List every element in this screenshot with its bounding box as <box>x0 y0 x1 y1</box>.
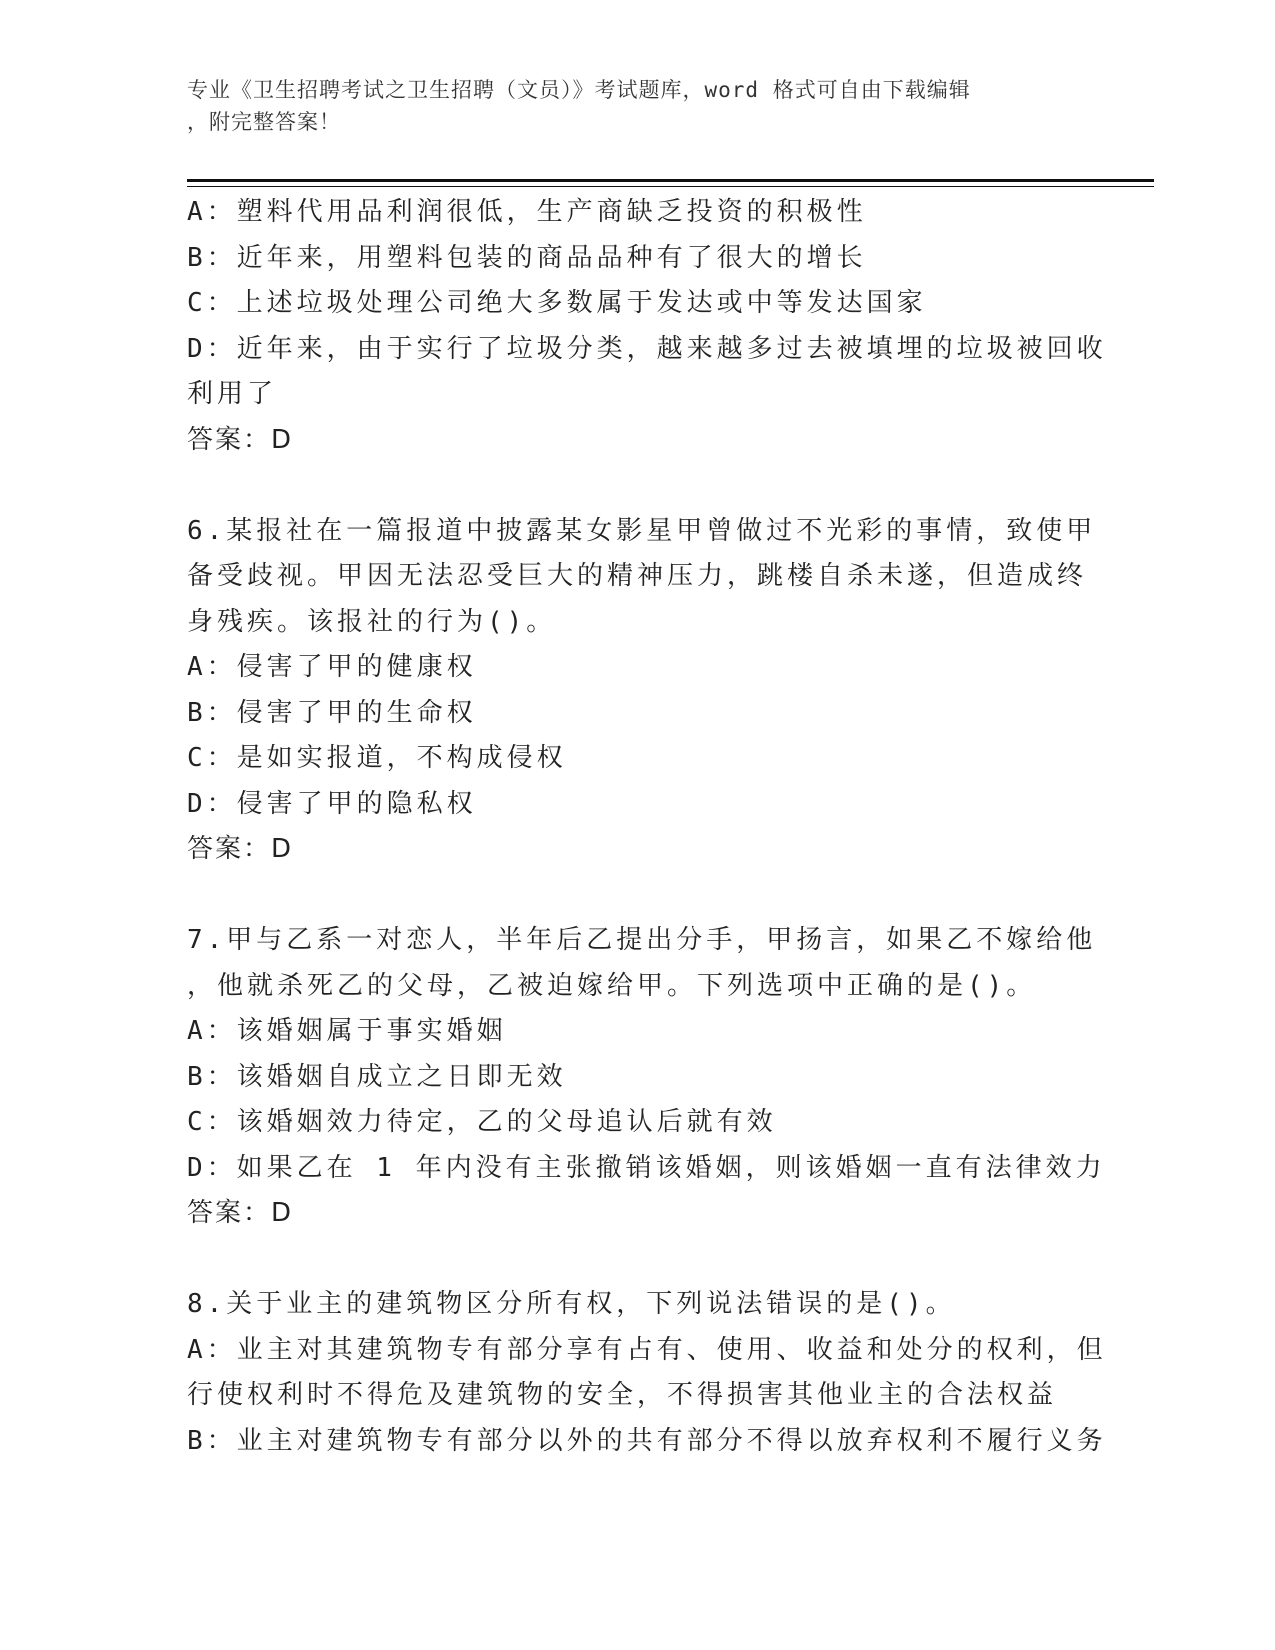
question-5-block <box>187 190 1107 463</box>
option-c: C：是如实报道，不构成侵权 <box>187 743 567 773</box>
option-c: C：上述垃圾处理公司绝大多数属于发达或中等发达国家 <box>187 288 927 318</box>
option-a-continuation: 行使权利时不得危及建筑物的安全，不得损害其他业主的合法权益 <box>187 1380 1058 1410</box>
question-6-block <box>187 509 1097 873</box>
option-b: B：侵害了甲的生命权 <box>187 697 477 728</box>
question-list <box>187 190 1107 1464</box>
question-8-block <box>187 1282 1107 1464</box>
option-a: A：塑料代用品利润很低，生产商缺乏投资的积极性 <box>187 197 867 227</box>
option-a: A：该婚姻属于事实婚姻 <box>187 1016 507 1046</box>
option-d-continuation: 利用了 <box>187 379 278 409</box>
header-title-line-2: ，附完整答案！ <box>187 110 341 134</box>
option-c: C：该婚姻效力待定，乙的父母追认后就有效 <box>187 1107 777 1137</box>
option-b: B：该婚姻自成立之日即无效 <box>187 1061 567 1092</box>
question-stem-line: 身残疾。该报社的行为()。 <box>187 606 557 637</box>
question-stem-line: 7.甲与乙系一对恋人，半年后乙提出分手，甲扬言，如果乙不嫁给他 <box>187 925 1097 955</box>
option-a: A：业主对其建筑物专有部分享有占有、使用、收益和处分的权利，但 <box>187 1334 1107 1365</box>
question-7-block <box>187 918 1106 1237</box>
answer-line: 答案：D <box>187 1198 294 1228</box>
question-stem-line: 8.关于业主的建筑物区分所有权，下列说法错误的是()。 <box>187 1289 956 1319</box>
header-divider-thick <box>187 179 1154 182</box>
question-gap <box>187 463 1087 509</box>
option-d: D：侵害了甲的隐私权 <box>187 788 477 819</box>
answer-line: 答案：D <box>187 834 294 864</box>
question-stem-line: ，他就杀死乙的父母，乙被迫嫁给甲。下列选项中正确的是()。 <box>187 970 1037 1001</box>
answer-line: 答案：D <box>187 424 294 455</box>
question-stem-line: 6.某报社在一篇报道中披露某女影星甲曾做过不光彩的事情，致使甲 <box>187 515 1097 546</box>
document-header <box>187 74 1067 138</box>
option-d: D：如果乙在 1 年内没有主张撤销该婚姻，则该婚姻一直有法律效力 <box>187 1152 1106 1183</box>
option-a: A：侵害了甲的健康权 <box>187 652 477 682</box>
header-title-line-1: 专业《卫生招聘考试之卫生招聘（文员）》考试题库，word 格式可自由下载编辑 <box>187 78 971 102</box>
option-b: B：业主对建筑物专有部分以外的共有部分不得以放弃权利不履行义务 <box>187 1425 1107 1456</box>
option-d: D：近年来，由于实行了垃圾分类，越来越多过去被填埋的垃圾被回收 <box>187 333 1107 364</box>
option-b: B：近年来，用塑料包装的商品品种有了很大的增长 <box>187 242 867 273</box>
question-gap <box>187 873 1087 919</box>
question-gap <box>187 1237 1087 1283</box>
question-stem-line: 备受歧视。甲因无法忍受巨大的精神压力，跳楼自杀未遂，但造成终 <box>187 561 1088 591</box>
header-divider-thin <box>187 186 1154 187</box>
